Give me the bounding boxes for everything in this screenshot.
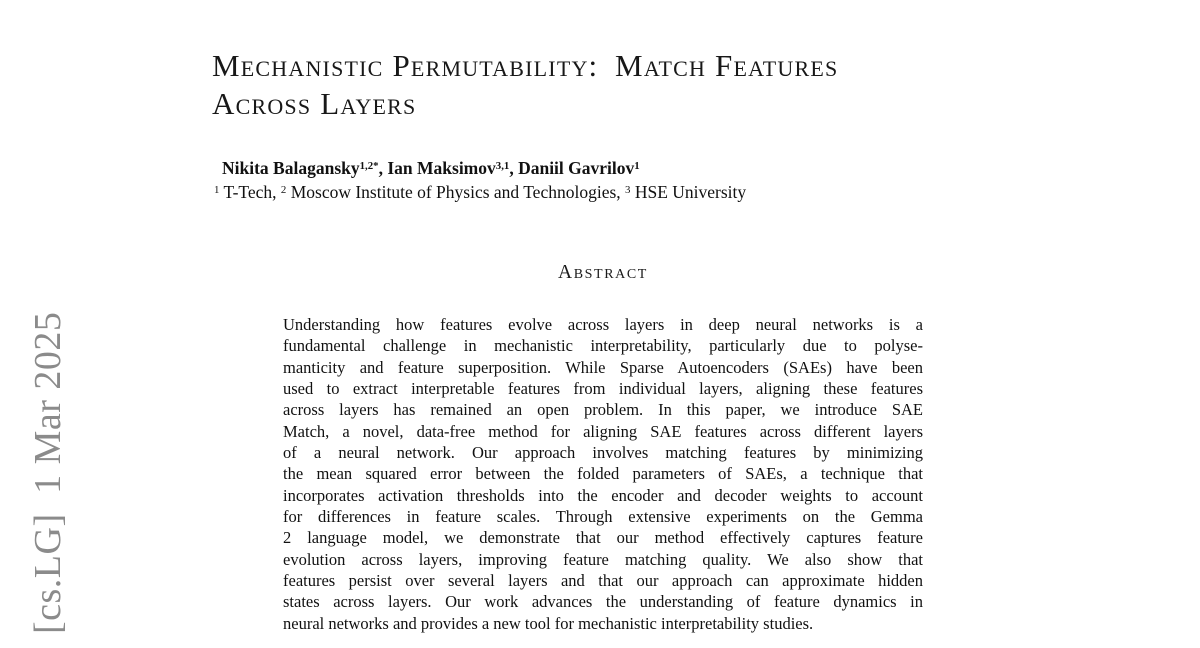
affiliation-superscript: 1: [214, 184, 220, 197]
author-name: Ian Maksimov: [387, 158, 496, 178]
abstract-line: states across layers. Our work advances the understanding of feature dynamics in: [283, 592, 923, 612]
author-separator: ,: [509, 158, 519, 178]
paper-title-line-2: Across Layers: [212, 86, 417, 121]
arxiv-watermark-text: [cs.LG] 1 Mar 2025: [27, 311, 69, 634]
affiliation-text: T-Tech,: [219, 182, 281, 202]
abstract-line: manticity and feature superposition. While Sparse Autoencoders (SAEs) have been: [283, 357, 923, 377]
affiliation-text: Moscow Institute of Physics and Technologies,: [286, 182, 626, 202]
abstract-heading: Abstract: [558, 262, 648, 283]
abstract-line: across layers has remained an open problem. In this paper, we introduce SAE: [283, 400, 923, 420]
arxiv-watermark: [27, 311, 69, 634]
paper-title: [212, 47, 1042, 123]
author-name: Nikita Balagansky: [222, 158, 360, 178]
abstract-line: evolution across layers, improving feature matching quality. We also show that: [283, 549, 923, 569]
affiliation-text: HSE University: [630, 182, 747, 202]
abstract-line: Understanding how features evolve across layers in deep neural networks is a: [283, 315, 923, 334]
abstract-line: fundamental challenge in mechanistic interpretability, particularly due to polyse-: [283, 336, 923, 356]
abstract-line: for differences in feature scales. Through extensive experiments on the Gemma: [283, 507, 923, 527]
abstract-line: features persist over several layers and that our approach can approximate hidden: [283, 571, 923, 591]
author-superscript: 1,2*: [359, 160, 379, 173]
abstract-line: of a neural network. Our approach involves matching features by minimizing: [283, 443, 923, 463]
abstract-line: 2 language model, we demonstrate that our method effectively captures feature: [283, 528, 923, 548]
abstract-line: used to extract interpretable features from individual layers, aligning these features: [283, 379, 923, 399]
abstract-line: neural networks and provides a new tool for mechanistic interpretability studies.: [283, 613, 814, 633]
author-superscript: 3,1: [495, 160, 510, 173]
abstract-text: [283, 314, 923, 634]
abstract-line: Match, a novel, data-free method for aligning SAE features across different layers: [283, 421, 923, 441]
abstract-line: incorporates activation thresholds into the encoder and decoder weights to account: [283, 485, 923, 505]
abstract-line: the mean squared error between the folded parameters of SAEs, a technique that: [283, 464, 923, 484]
paper-title-line-1: Mechanistic Permutability: Match Features: [212, 48, 839, 83]
affiliations-line: [214, 181, 746, 203]
affiliation-superscript: 3: [625, 184, 631, 197]
author-name: Daniil Gavrilov: [518, 158, 635, 178]
author-separator: ,: [378, 158, 388, 178]
affiliation-superscript: 2: [280, 184, 287, 197]
author-superscript: 1: [634, 160, 640, 173]
authors-line: [222, 157, 640, 179]
